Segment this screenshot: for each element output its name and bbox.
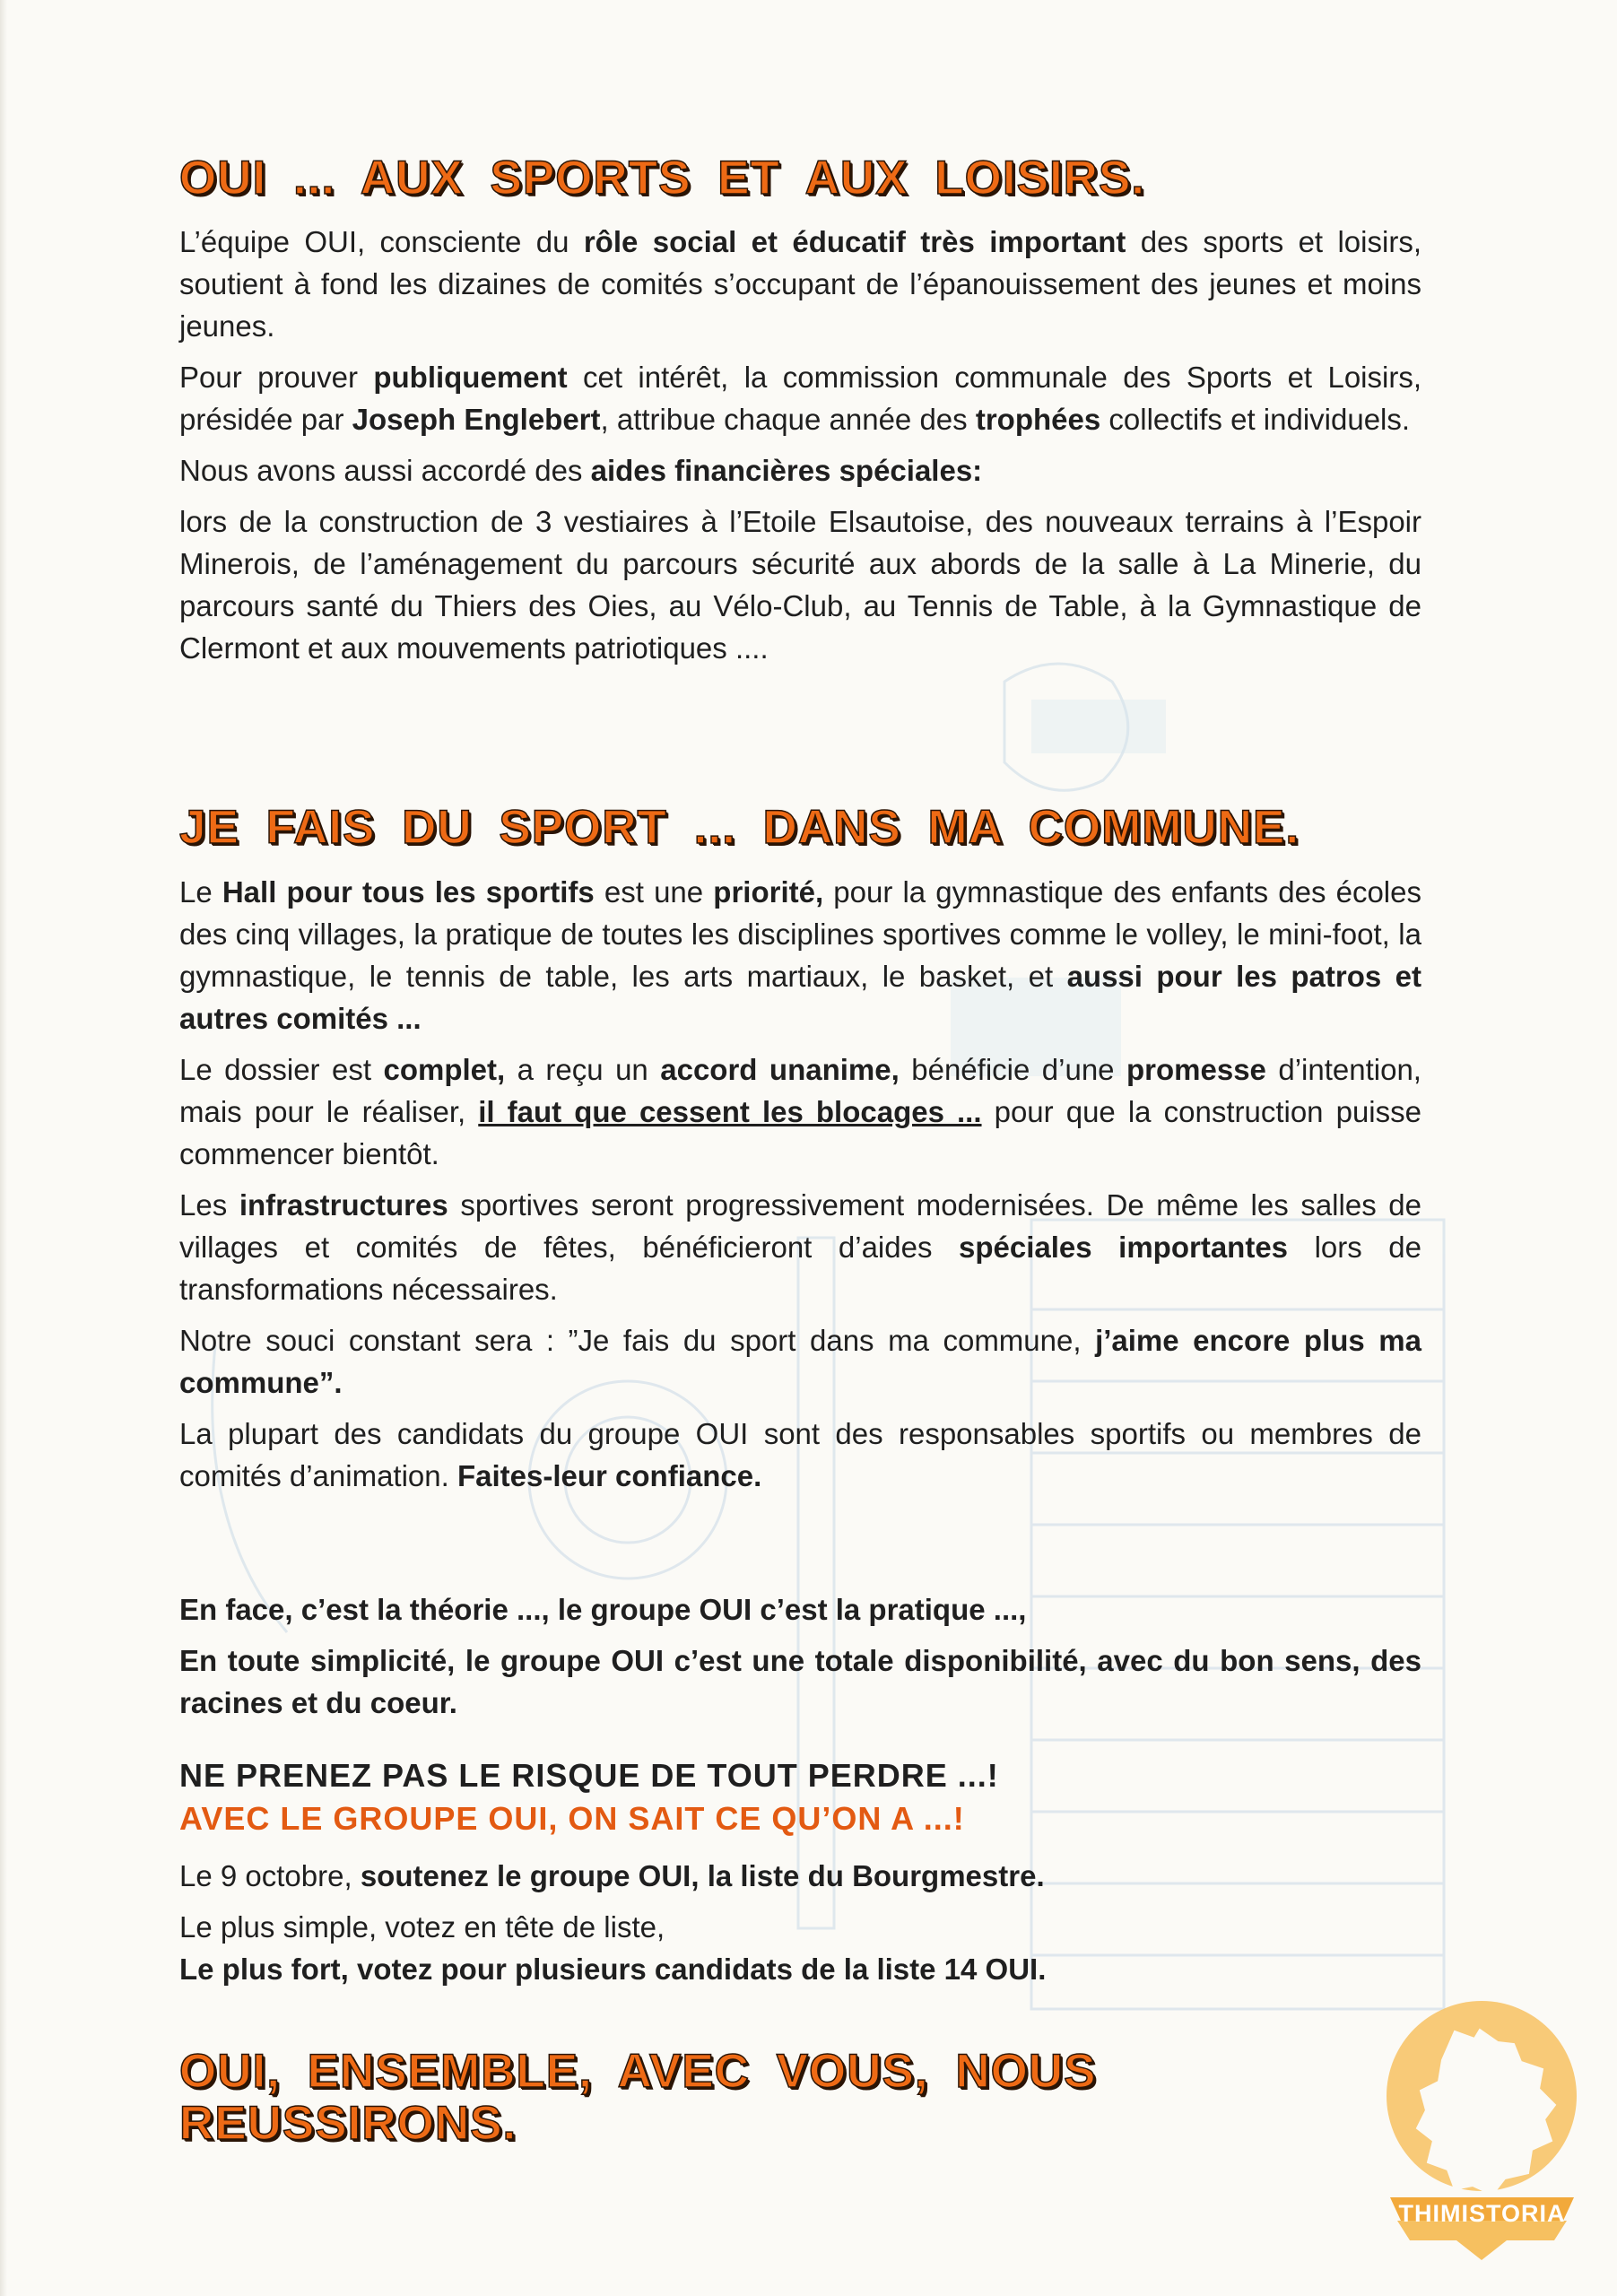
paragraph-infrastructures bbox=[179, 1184, 1421, 1310]
paragraph-souci bbox=[179, 1319, 1421, 1404]
section-sports-loisirs bbox=[179, 221, 1421, 669]
slogan-on-sait: AVEC LE GROUPE OUI, ON SAIT CE QU’ON A ...! bbox=[179, 1799, 965, 1837]
bold-text-run: rôle social et éducatif très important bbox=[583, 225, 1126, 259]
bold-text-run: j’aime encore plus ma commune”. bbox=[179, 1323, 1422, 1399]
vote-plus-fort: Le plus fort, votez pour plusieurs candidats de la liste 14 OUI. bbox=[179, 1952, 1047, 1986]
text-run: Nous avons aussi accordé des bbox=[179, 454, 591, 488]
text-run: Les bbox=[179, 1187, 239, 1222]
paragraph-hall bbox=[179, 871, 1421, 1039]
bold-text-run: aides financières spéciales: bbox=[590, 454, 983, 488]
paragraph-intro bbox=[179, 221, 1421, 347]
text-run: Le dossier est bbox=[179, 1052, 384, 1086]
text-run: Pour prouver bbox=[179, 361, 374, 395]
text-run: d’intention, mais pour le réaliser, bbox=[179, 1052, 1421, 1128]
closing-theorie: En face, c’est la théorie ..., le groupe OUI c’est la pratique ..., bbox=[179, 1592, 1027, 1626]
text-run: est une bbox=[594, 874, 714, 909]
closing-simplicite: En toute simplicité, le groupe OUI c’est une totale disponibilité, avec du bon sens, des racines et du coeur. bbox=[179, 1643, 1421, 1719]
page-edge-shadow bbox=[0, 0, 7, 2296]
text-run: sportives seront progressivement modernisées. De même les salles de villages et comités de fêtes, bénéficieront d’aides bbox=[179, 1187, 1422, 1264]
bold-text-run: trophées bbox=[975, 403, 1101, 437]
warning-risque: NE PRENEZ PAS LE RISQUE DE TOUT PERDRE ...! bbox=[179, 1756, 999, 1794]
text-run: L’équipe OUI, consciente du bbox=[179, 225, 584, 259]
text-run: Le bbox=[179, 874, 222, 909]
text-run: pour la gymnastique des enfants des écoles des cinq villages, la pratique de toutes les disciplines sportives comme le volley, le mini-foot, la gymnastique, le tennis de table, les arts martiaux, le basket, et bbox=[179, 874, 1421, 993]
thimistoria-watermark bbox=[1372, 1996, 1592, 2260]
bold-text-run: Hall pour tous les sportifs bbox=[222, 874, 595, 909]
heading-sport-commune: JE FAIS DU SPORT ... DANS MA COMMUNE. bbox=[179, 801, 1300, 855]
vote-9-octobre bbox=[179, 1855, 1421, 1897]
leaflet-content bbox=[179, 152, 1421, 2150]
section-closing bbox=[179, 1588, 1421, 1990]
bold-text-run: spéciales importantes bbox=[959, 1230, 1289, 1264]
bold-text-run: Joseph Englebert bbox=[352, 403, 601, 437]
heading-sports-loisirs: OUI ... AUX SPORTS ET AUX LOISIRS. bbox=[179, 152, 1146, 204]
paragraph-candidats bbox=[179, 1413, 1421, 1497]
paragraph-dossier bbox=[179, 1048, 1421, 1175]
text-run: des sports et loisirs, soutient à fond les dizaines de comités s’occupant de l’épanouissement des jeunes et moins jeunes. bbox=[179, 225, 1421, 344]
watermark-label: THIMISTORIA bbox=[1398, 2200, 1566, 2227]
text-run: Le 9 octobre, bbox=[179, 1858, 361, 1892]
text-run: lors de la construction de 3 vestiaires à l’Etoile Elsautoise, des nouveaux terrains à l’Espoir Minerois, de l’aménagement du parcours sécurité aux abords de la salle à La Minerie, du parcours santé du Thiers des Oies, au Vélo-Club, au Tennis de Table, à la Gymnastique de Clermont et aux mouvements patriotiques .... bbox=[179, 505, 1421, 665]
bold-text-run: aussi pour les patros et autres comités ... bbox=[179, 959, 1422, 1035]
text-run: bénéficie d’une bbox=[899, 1052, 1126, 1086]
text-run: lors de transformations nécessaires. bbox=[179, 1230, 1422, 1306]
paragraph-aides bbox=[179, 449, 1421, 491]
text-run: La plupart des candidats du groupe OUI sont des responsables sportifs ou membres de comités d’animation. bbox=[179, 1416, 1421, 1492]
paragraph-constructions bbox=[179, 500, 1421, 669]
bold-text-run: promesse bbox=[1126, 1052, 1266, 1086]
text-run: cet intérêt, la commission communale des Sports et Loisirs, présidée par bbox=[179, 361, 1421, 437]
text-run: a reçu un bbox=[505, 1052, 661, 1086]
bold-text-run: publiquement bbox=[373, 361, 568, 395]
vote-plus-simple: Le plus simple, votez en tête de liste, bbox=[179, 1909, 665, 1944]
bold-text-run: Faites-leur confiance. bbox=[456, 1458, 762, 1492]
bold-text-run: complet, bbox=[383, 1052, 506, 1086]
section-sport-commune bbox=[179, 871, 1421, 1497]
bold-text-run: soutenez le groupe OUI, la liste du Bourgmestre. bbox=[360, 1858, 1045, 1892]
bold-text-run: priorité, bbox=[713, 874, 824, 909]
text-run: pour que la construction puisse commencer bientôt. bbox=[179, 1094, 1421, 1170]
text-run: collectifs et individuels. bbox=[1100, 403, 1411, 437]
text-run: Notre souci constant sera : ”Je fais du sport dans ma commune, bbox=[179, 1323, 1096, 1357]
underlined-bold-text-run: il faut que cessent les blocages ... bbox=[478, 1094, 982, 1128]
bold-text-run: accord unanime, bbox=[660, 1052, 900, 1086]
paragraph-trophees bbox=[179, 356, 1421, 440]
bold-text-run: infrastructures bbox=[239, 1187, 448, 1222]
heading-final-slogan: OUI, ENSEMBLE, AVEC VOUS, NOUS REUSSIRONS. bbox=[179, 2044, 1097, 2150]
text-run: , attribue chaque année des bbox=[600, 403, 976, 437]
